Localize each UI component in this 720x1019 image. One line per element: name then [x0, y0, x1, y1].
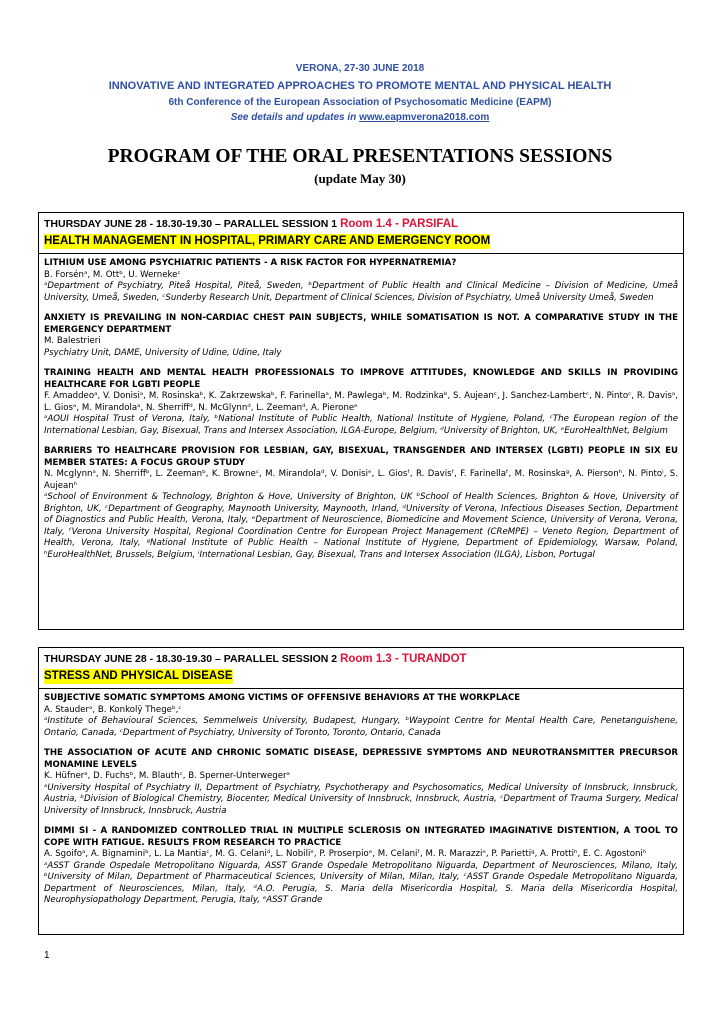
- abstract-entry: [44, 748, 678, 817]
- abstract-title: LITHIUM USE AMONG PSYCHIATRIC PATIENTS - A RISK FACTOR FOR HYPERNATREMIA?: [44, 258, 457, 268]
- website-link[interactable]: www.eapmverona2018.com: [359, 112, 490, 123]
- abstract-affiliations: ᵃASST Grande Ospedale Metropolitano Niguarda, ASST Grande Ospedale Metropolitano Niguarda, Department of Neurosciences, Milano, Italy, ᵇUniversity of Milan, Department of Pharmaceutical Sciences, University of Milan, Milan, Italy, ᶜASST Grande Ospedale Metropolitano Niguarda, Department of Neurosciences, Milan, Italy, ᵈA.O. Perugia, S. Maria della Misericordia Hospital, S. Maria della Misericordia Hospital, Neurophysiopathology Department, Perugia, Italy, ᵉASST Grande: [44, 860, 678, 905]
- abstract-title: ANXIETY IS PREVAILING IN NON-CARDIAC CHEST PAIN SUBJECTS, WHILE SOMATISATION IS NOT. A COMPARATIVE STUDY IN THE EMERGENCY DEPARTMENT: [44, 313, 678, 335]
- abstract-entry: [44, 313, 678, 359]
- page-subtitle: (update May 30): [314, 171, 406, 186]
- abstract-entry: [44, 258, 678, 304]
- abstract-entry: [44, 693, 678, 739]
- session-header: [39, 213, 683, 254]
- session-room: Room 1.4 - PARSIFAL: [340, 218, 459, 230]
- abstract-title: TRAINING HEALTH AND MENTAL HEALTH PROFESSIONALS TO IMPROVE ATTITUDES, KNOWLEDGE AND SKILLS IN PROVIDING HEALTHCARE FOR LGBTI PEOPLE: [44, 368, 678, 390]
- abstract-title: DIMMI SI - A RANDOMIZED CONTROLLED TRIAL IN MULTIPLE SCLEROSIS ON INTEGRATED IMAGINATIVE DISTENTION, A TOOL TO COPE WITH FATIGUE. RESULTS FROM RESEARCH TO PRACTICE: [44, 826, 678, 848]
- abstract-authors: B. Forsénᵃ, M. Ottᵇ, U. Wernekeᶜ: [44, 269, 181, 280]
- abstract-affiliations: ᵃUniversity Hospital of Psychiatry II, Department of Psychiatry, Psychotherapy and Psychosomatics, Medical University of Innsbruck, Innsbruck, Austria, ᵇDivision of Biological Chemistry, Biocenter, Medical University of Innsbruck, Innsbruck, Austria, ᶜDepartment of Trauma Surgery, Medical University of Innsbruck, Innsbruck, Austria: [44, 782, 678, 816]
- abstract-authors: N. Mcglynnᵃ, N. Sherriffᵇ, L. Zeemanᵇ, K. Browneᶜ, M. Mirandolaᵈ, V. Donisiᵉ, L. Giosᶠ, R. Davisᶠ, F. Farinellaᶠ, M. Rosinskaᵍ, A. Piersonʰ, N. Pintoⁱ, S. Aujeanʰ: [44, 469, 678, 491]
- page-title: PROGRAM OF THE ORAL PRESENTATIONS SESSIONS: [107, 146, 613, 167]
- details-line: [0, 112, 720, 123]
- conference-name: 6th Conference of the European Association of Psychosomatic Medicine (EAPM): [168, 97, 552, 108]
- abstract-authors: M. Balestrieri: [44, 336, 101, 346]
- abstract-title: BARRIERS TO HEALTHCARE PROVISION FOR LESBIAN, GAY, BISEXUAL, TRANSGENDER AND INTERSEX (LGBTI) PEOPLE IN SIX EU MEMBER STATES: A FOCUS GROUP STUDY: [44, 446, 678, 468]
- abstract-entry: [44, 368, 678, 437]
- session-box-1: [38, 212, 684, 630]
- session-time: THURSDAY JUNE 28 - 18.30-19.30 – PARALLEL SESSION 2: [44, 653, 338, 665]
- abstract-authors: K. Hüfnerᵃ, D. Fuchsᵇ, M. Blauthᶜ, B. Sperner-Unterwegerᵃ: [44, 771, 290, 781]
- session-box-2: [38, 647, 684, 935]
- abstract-authors: A. Sgoifoᵃ, A. Bignaminiᵇ, L. La Mantiaᶜ, M. G. Celaniᵈ, L. Nobiliᵉ, P. Proserpioᵉ, M. Celaniᶠ, M. R. Marazziᵉ, P. Pariettiᵍ, A. Prottiʰ, E. C. Agostoniʰ: [44, 849, 647, 859]
- abstract-affiliations: ᵃSchool of Environment & Technology, Brighton & Hove, University of Brighton, UK ᵇSchool of Health Sciences, Brighton & Hove, University of Brighton, UK, ᶜDepartment of Geography, Maynooth University, Maynooth, Irland, ᵈUniversity of Verona, Infectious Diseases Section, Department of Diagnostics and Public Health, Verona, Italy, ᵉDepartment of Neuroscience, Biomedicine and Movement Science, University of Verona, Verona, Italy, ᶠVerona University Hospital, Regional Coordination Centre for European Project Management (CReMPE) – Veneto Region, Department of Health, Verona, Italy, ᵍNational Institute of Public Health – National Institute of Hygiene, Department of Epidemiology, Warsaw, Poland, ʰEuroHealthNet, Brussels, Belgium, ⁱInternational Lesbian, Gay, Bisexual, Trans and Intersex Association (ILGA), Lisbon, Portugal: [44, 492, 678, 560]
- session-topic: HEALTH MANAGEMENT IN HOSPITAL, PRIMARY CARE AND EMERGENCY ROOM: [44, 235, 491, 247]
- event-dates: VERONA, 27-30 JUNE 2018: [295, 63, 425, 74]
- conference-theme: INNOVATIVE AND INTEGRATED APPROACHES TO PROMOTE MENTAL AND PHYSICAL HEALTH: [108, 80, 612, 92]
- abstract-authors: A. Stauderᵃ, B. Konkolÿ Thegeᵇ,ᶜ: [44, 704, 182, 715]
- abstract-affiliations: Psychiatry Unit, DAME, University of Udine, Udine, Italy: [44, 347, 282, 358]
- session-room: Room 1.3 - TURANDOT: [340, 653, 467, 665]
- abstract-affiliations: ᵃInstitute of Behavioural Sciences, Semmelweis University, Budapest, Hungary, ᵇWaypoint Centre for Mental Health Care, Penetanguishene, Ontario, Canada, ᶜDepartment of Psychiatry, University of Toronto, Toronto, Ontario, Canada: [44, 716, 678, 738]
- abstract-title: SUBJECTIVE SOMATIC SYMPTOMS AMONG VICTIMS OF OFFENSIVE BEHAVIORS AT THE WORKPLACE: [44, 693, 521, 703]
- abstract-entry: [44, 826, 678, 907]
- abstract-title: THE ASSOCIATION OF ACUTE AND CHRONIC SOMATIC DISEASE, DEPRESSIVE SYMPTOMS AND NEUROTRANSMITTER PRECURSOR MONAMINE LEVELS: [44, 748, 678, 770]
- abstract-affiliations: ᵃDepartment of Psychiatry, Piteå Hospital, Piteå, Sweden, ᵇDepartment of Public Health and Clinical Medicine – Division of Medicine, Umeå University, Umeå, Sweden, ᶜSunderby Research Unit, Department of Clinical Sciences, Division of Psychiatry, Umeå University Umeå, Sweden: [44, 281, 678, 303]
- session-topic: STRESS AND PHYSICAL DISEASE: [44, 670, 233, 682]
- abstract-affiliations: ᵃAOUI Hospital Trust of Verona, Italy, ᵇNational Institute of Public Health, National Institute of Hygiene, Poland, ᶜThe European region of the International Lesbian, Gay, Bisexual, Trans and Intersex Association, ILGA-Europe, Belgium, ᵈUniversity of Brighton, UK, ᵉEuroHealthNet, Belgium: [44, 414, 678, 436]
- session-time: THURSDAY JUNE 28 - 18.30-19.30 – PARALLEL SESSION 1: [44, 218, 338, 230]
- page-number: 1: [44, 950, 50, 961]
- details-prefix: See details and updates in: [230, 112, 357, 123]
- session-abstracts: [39, 254, 683, 572]
- session-abstracts: [39, 689, 683, 918]
- session-header: [39, 648, 683, 689]
- abstract-entry: [44, 446, 678, 561]
- abstract-authors: F. Amaddeoᵃ, V. Donisiᵃ, M. Rosinskaᵇ, K. Zakrzewskaᵇ, F. Farinellaᵃ, M. Pawlegaᵇ, M. Rodzinkaᵇ, S. Aujeanᶜ, J. Sanchez-Lambertᶜ, N. Pintoᶜ, R. Davisᵃ, L. Giosᵃ, M. Mirandolaᵃ, N. Sherriffᵈ, N. McGlynnᵈ, L. Zeemanᵈ, A. Pieroneᵉ: [44, 391, 678, 413]
